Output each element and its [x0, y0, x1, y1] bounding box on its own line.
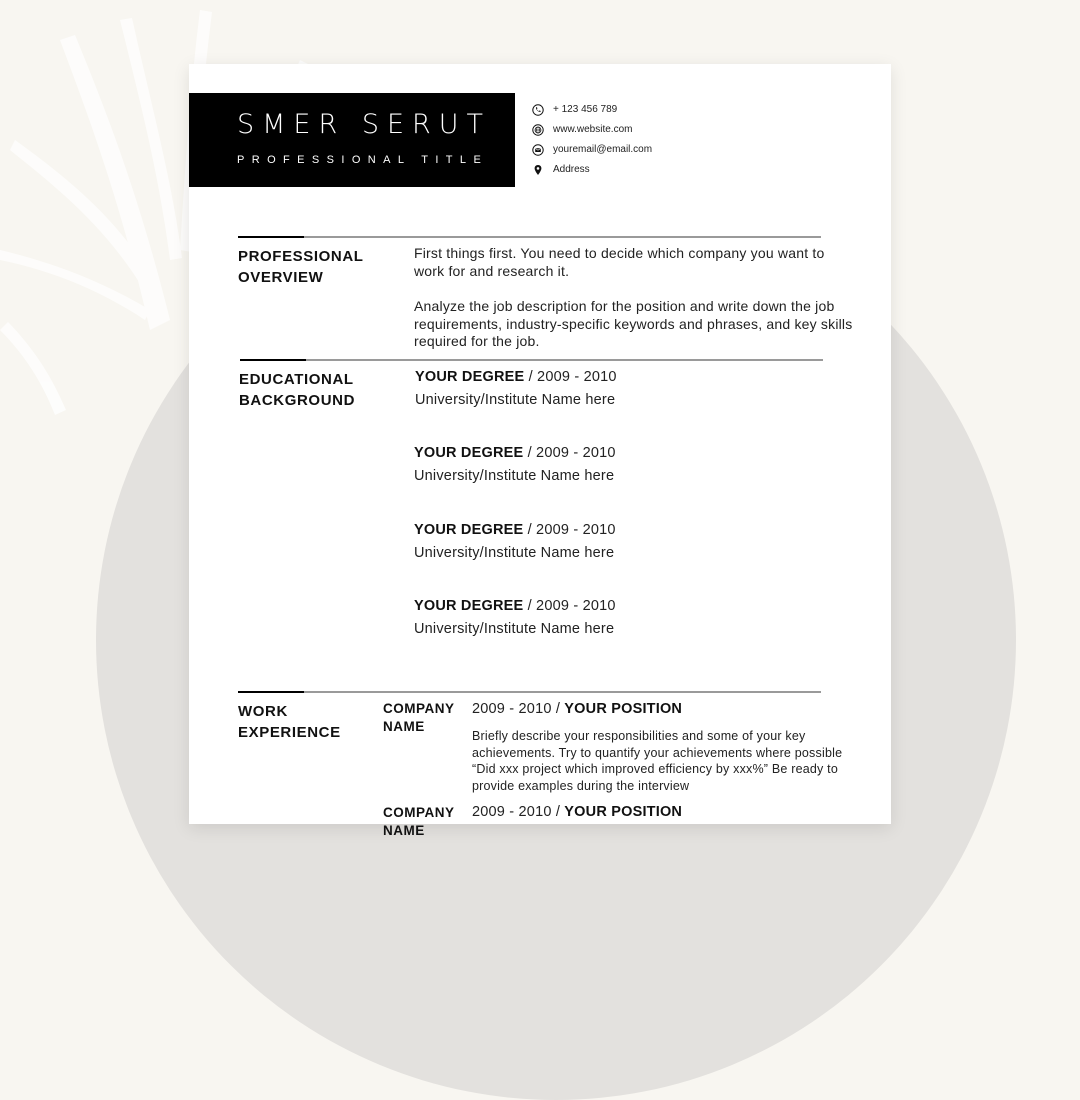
- resume-name: SMER SERUT: [237, 109, 492, 140]
- name-header-box: [189, 93, 515, 187]
- company-line: COMPANY: [383, 701, 455, 716]
- work-years: 2009 - 2010 /: [472, 804, 561, 820]
- section-divider: [238, 236, 821, 238]
- work-years: 2009 - 2010 /: [472, 701, 561, 717]
- resume-page: [189, 64, 891, 838]
- overview-paragraph: First things first. You need to decide which company you want to work for and research it.: [414, 245, 825, 279]
- section-divider: [238, 691, 821, 693]
- school-name: University/Institute Name here: [414, 467, 615, 484]
- address-text: Address: [553, 164, 590, 175]
- professional-title: PROFESSIONAL TITLE: [237, 154, 489, 166]
- education-entry: [414, 442, 616, 487]
- education-entry: [415, 366, 617, 411]
- divider-accent: [238, 691, 304, 694]
- education-entry: [414, 595, 616, 640]
- section-title-line: EDUCATIONAL: [239, 371, 354, 388]
- phone-text: + 123 456 789: [553, 104, 618, 115]
- degree-years: / 2009 - 2010: [527, 598, 616, 614]
- divider-accent: [240, 359, 306, 362]
- section-title-line: PROFESSIONAL: [238, 248, 364, 265]
- website-text[interactable]: www.website.com: [553, 124, 633, 135]
- degree: YOUR DEGREE: [414, 445, 524, 461]
- work-dates-position: [472, 804, 682, 820]
- company-line: NAME: [383, 719, 425, 734]
- section-title-line: WORK: [238, 703, 288, 720]
- work-dates-position: [472, 701, 682, 717]
- degree-years: / 2009 - 2010: [527, 522, 616, 538]
- section-title-line: BACKGROUND: [239, 392, 355, 409]
- school-name: University/Institute Name here: [414, 620, 615, 637]
- section-title-line: OVERVIEW: [238, 269, 324, 286]
- degree-years: / 2009 - 2010: [528, 369, 617, 385]
- company-line: COMPANY: [383, 805, 455, 820]
- email-icon: [532, 144, 544, 156]
- globe-icon: [532, 124, 544, 136]
- location-pin-icon: [532, 164, 544, 176]
- degree: YOUR DEGREE: [415, 369, 525, 385]
- section-title-education: [239, 369, 355, 411]
- work-description: Briefly describe your responsibilities and some of your key achievements. Try to quantify your achievements where possible “Did xxx project which improved efficiency by xxx%” Be ready to provide examples during the interview: [472, 729, 843, 793]
- overview-paragraph: Analyze the job description for the position and write down the job requirements, industry-specific keywords and phrases, and key skills required for the job.: [414, 298, 853, 349]
- section-title-work: [238, 701, 341, 743]
- divider-accent: [238, 236, 304, 239]
- degree: YOUR DEGREE: [414, 522, 524, 538]
- company-name: [383, 700, 455, 736]
- company-line: NAME: [383, 823, 425, 838]
- school-name: University/Institute Name here: [415, 391, 616, 408]
- section-divider: [240, 359, 823, 361]
- school-name: University/Institute Name here: [414, 544, 615, 561]
- degree: YOUR DEGREE: [414, 598, 524, 614]
- work-position: YOUR POSITION: [564, 804, 683, 820]
- work-position: YOUR POSITION: [564, 701, 683, 717]
- email-text[interactable]: youremail@email.com: [553, 144, 653, 155]
- phone-icon: [532, 104, 544, 116]
- degree-years: / 2009 - 2010: [527, 445, 616, 461]
- education-entry: [414, 519, 616, 564]
- section-title-overview: [238, 246, 364, 288]
- section-title-line: EXPERIENCE: [238, 724, 341, 741]
- company-name: [383, 804, 455, 840]
